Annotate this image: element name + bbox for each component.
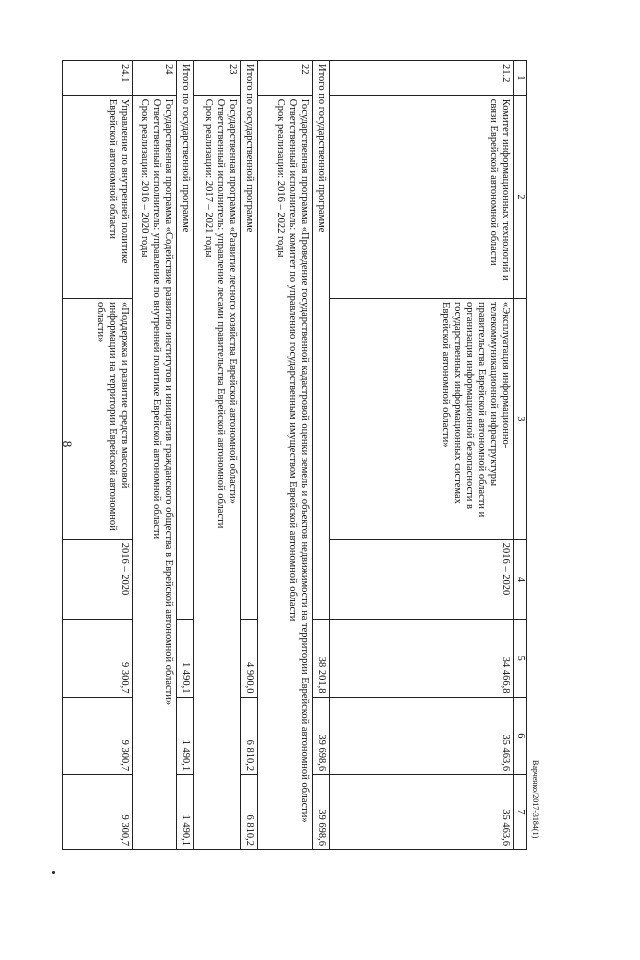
program-period: Срок реализации: 2016 – 2022 годы — [275, 98, 286, 258]
budget-table — [62, 60, 527, 850]
table-row — [330, 61, 514, 850]
header-cell: 5 — [514, 619, 527, 697]
row-number: 24 — [133, 61, 177, 96]
value-cell: 39 698,6 — [313, 775, 330, 850]
activity-cell: «Эксплуатация информационно-телекоммуникационной инфраструктуры правительства Еврейской автономной области и организация информационной безопасности в государственных информационных системах Еврейской автономной области» — [330, 299, 514, 540]
period-cell: 2016 – 2020 — [63, 539, 133, 619]
page-number: 8 — [60, 440, 75, 448]
value-cell: 34 466,8 — [330, 619, 514, 697]
program-title: Государственная программа «Проведение государственной кадастровой оценки земель и объектов недвижимости на территории Еврейской автономной области» — [299, 98, 310, 823]
program-executor: Ответственный исполнитель: управление по внутренней политике Еврейской автономной области — [151, 98, 162, 540]
program-description — [194, 95, 241, 849]
total-row — [241, 61, 258, 850]
row-number: 22 — [258, 61, 313, 96]
total-row — [313, 61, 330, 850]
program-period: Срок реализации: 2017 – 2021 годы — [203, 98, 214, 258]
table-header-row — [514, 61, 527, 850]
value-cell: 1 490,1 — [177, 619, 194, 697]
program-description — [133, 95, 177, 849]
executor-cell: Комитет информационных технологий и связи Еврейской автономной области — [330, 95, 514, 298]
program-row — [133, 61, 177, 850]
executor-cell: Управление по внутренней политике Еврейской автономной области — [63, 95, 133, 298]
total-label: Итого по государственной программе — [313, 61, 330, 620]
value-cell: 9 300,7 — [63, 775, 133, 850]
total-label: Итого по государственной программе — [177, 61, 194, 620]
margin-dot — [52, 871, 55, 874]
value-cell: 1 490,1 — [177, 775, 194, 850]
program-executor: Ответственный исполнитель: комитет по управлению государственным имуществом Еврейской автономной области — [287, 98, 298, 622]
row-number: 21.2 — [330, 61, 514, 96]
header-cell: 7 — [514, 775, 527, 850]
row-number: 24.1 — [63, 61, 133, 96]
value-cell: 38 201,8 — [313, 619, 330, 697]
value-cell: 9 300,7 — [63, 697, 133, 775]
value-cell: 1 490,1 — [177, 697, 194, 775]
value-cell: 6 810,2 — [241, 775, 258, 850]
value-cell: 39 698,6 — [313, 697, 330, 775]
value-cell: 6 810,2 — [241, 697, 258, 775]
program-row — [194, 61, 241, 850]
program-title: Государственная программа «Развитие лесного хозяйства Еврейской автономной области» — [227, 98, 238, 504]
program-executor: Ответственный исполнитель: управление лесами правительства Еврейской автономной области — [215, 98, 226, 529]
header-cell: 3 — [514, 299, 527, 540]
header-cell: 4 — [514, 539, 527, 619]
program-title: Государственная программа «Содействие развитию институтов и инициатив гражданского общества в Еврейской автономной области» — [163, 98, 174, 706]
rotated-table-container — [87, 60, 527, 850]
header-cell: 6 — [514, 697, 527, 775]
program-period: Срок реализации: 2016 – 2020 годы — [139, 98, 150, 258]
total-label: Итого по государственной программе — [241, 61, 258, 620]
value-cell: 35 463,6 — [330, 775, 514, 850]
total-row — [177, 61, 194, 850]
period-cell: 2016 – 2020 — [330, 539, 514, 619]
program-row — [258, 61, 313, 850]
activity-cell: «Поддержка и развитие средств массовой информации на территории Еврейской автономной области» — [63, 299, 133, 540]
value-cell: 9 300,7 — [63, 619, 133, 697]
header-cell: 2 — [514, 95, 527, 298]
document-code: Варченко/2017-3184(1) — [531, 760, 540, 839]
row-number: 23 — [194, 61, 241, 96]
value-cell: 35 463,6 — [330, 697, 514, 775]
table-row — [63, 61, 133, 850]
value-cell: 4 900,0 — [241, 619, 258, 697]
program-description — [258, 95, 313, 849]
header-cell: 1 — [514, 61, 527, 96]
